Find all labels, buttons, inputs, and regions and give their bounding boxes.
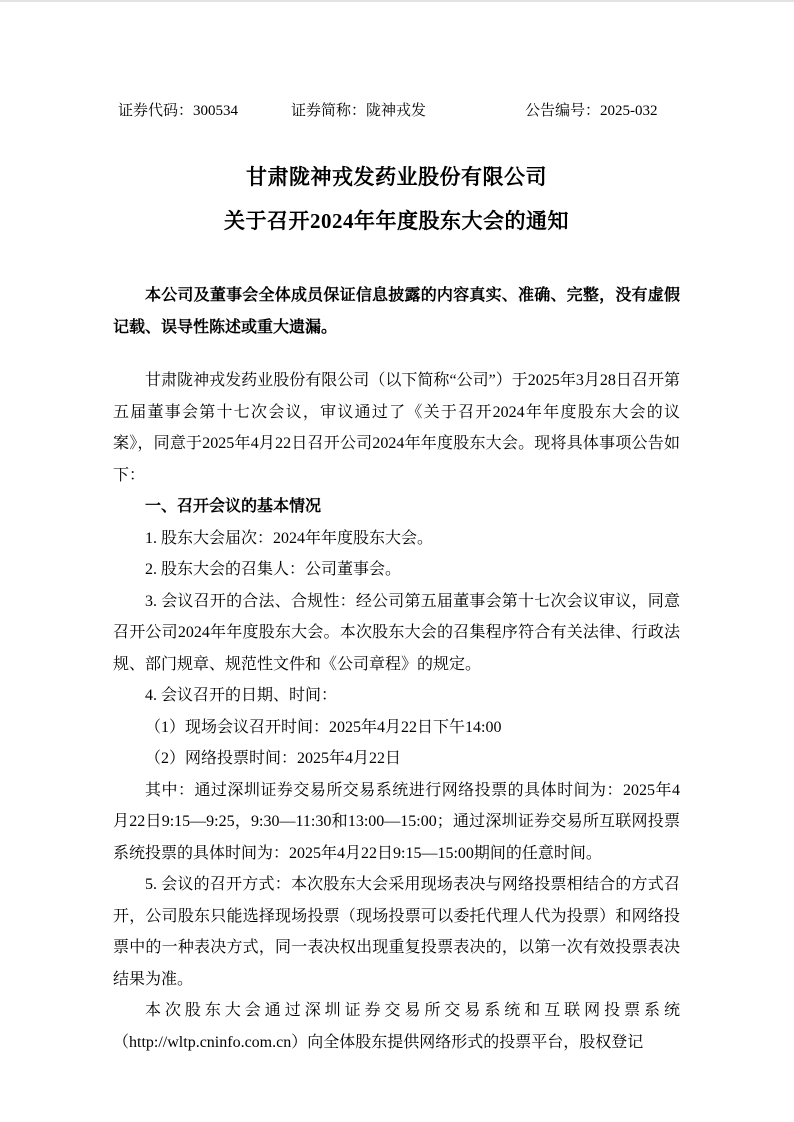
item-5-meeting-method: 5. 会议的召开方式：本次股东大会采用现场表决与网络投票相结合的方式召开，公司股东只能选择现场投票（现场投票可以委托代理人代为投票）和网络投票中的一种表决方式，同一表决权出现重复投票表决的，以第一次有效投票表决结果为准。: [113, 876, 680, 988]
disclaimer-statement: 本公司及董事会全体成员保证信息披露的内容真实、准确、完整，没有虚假记载、误导性陈述或重大遗漏。: [113, 287, 680, 336]
item-2-convener: 2. 股东大会的召集人：公司董事会。: [145, 561, 402, 578]
section-1-heading: 一、召开会议的基本情况: [145, 498, 322, 515]
voting-platform-paragraph: [113, 995, 680, 1058]
stock-code-label: 证券代码：: [118, 103, 194, 119]
voting-platform-text-after: ）向全体股东提供网络形式的投票平台，股权登记: [291, 1033, 644, 1051]
announcement-title: 关于召开2024年年度股东大会的通知: [224, 209, 569, 233]
item-4-1-onsite-meeting-time: （1）现场会议召开时间：2025年4月22日下午14:00: [145, 718, 502, 736]
stock-name: [291, 101, 426, 122]
stock-name-value: 陇神戎发: [366, 103, 427, 119]
voting-platform-url: http://wltp.cninfo.com.cn: [129, 1033, 292, 1051]
intro-paragraph: 甘肃陇神戎发药业股份有限公司（以下简称“公司”）于2025年3月28日召开第五届董事会第十七次会议，审议通过了《关于召开2024年年度股东大会的议案》，同意于2025年4月22日召开公司2024年年度股东大会。现将具体事项公告如下：: [113, 372, 680, 484]
stock-name-label: 证券简称：: [291, 103, 367, 119]
item-1-meeting-session: 1. 股东大会届次：2024年年度股东大会。: [145, 529, 434, 547]
document-header: [113, 101, 680, 122]
company-name-title: 甘肃陇神戎发药业股份有限公司: [246, 165, 547, 189]
item-4-2-online-voting-time: （2）网络投票时间：2025年4月22日: [145, 750, 402, 767]
voting-platform-text-before: 本次股东大会通过深圳证券交易所交易系统和互联网投票系统（: [113, 1002, 680, 1051]
stock-code: [118, 101, 238, 122]
stock-code-value: 300534: [193, 103, 239, 119]
announcement-number: [525, 101, 658, 122]
item-4-date-time: 4. 会议召开的日期、时间：: [145, 687, 338, 704]
item-3-legality: 3. 会议召开的合法、合规性：经公司第五届董事会第十七次会议审议，同意召开公司2024年年度股东大会。本次股东大会的召集程序符合有关法律、行政法规、部门规章、规范性文件和《公司章程》的规定。: [113, 592, 680, 673]
document-body: [113, 365, 680, 1058]
announcement-number-label: 公告编号：: [525, 103, 601, 119]
online-voting-schedule-detail: 其中：通过深圳证券交易所交易系统进行网络投票的具体时间为：2025年4月22日9:15—9:25，9:30—11:30和13:00—15:00；通过深圳证券交易所互联网投票系统投票的具体时间为：2025年4月22日9:15—15:00期间的任意时间。: [113, 781, 680, 862]
announcement-number-value: 2025-032: [600, 103, 658, 119]
